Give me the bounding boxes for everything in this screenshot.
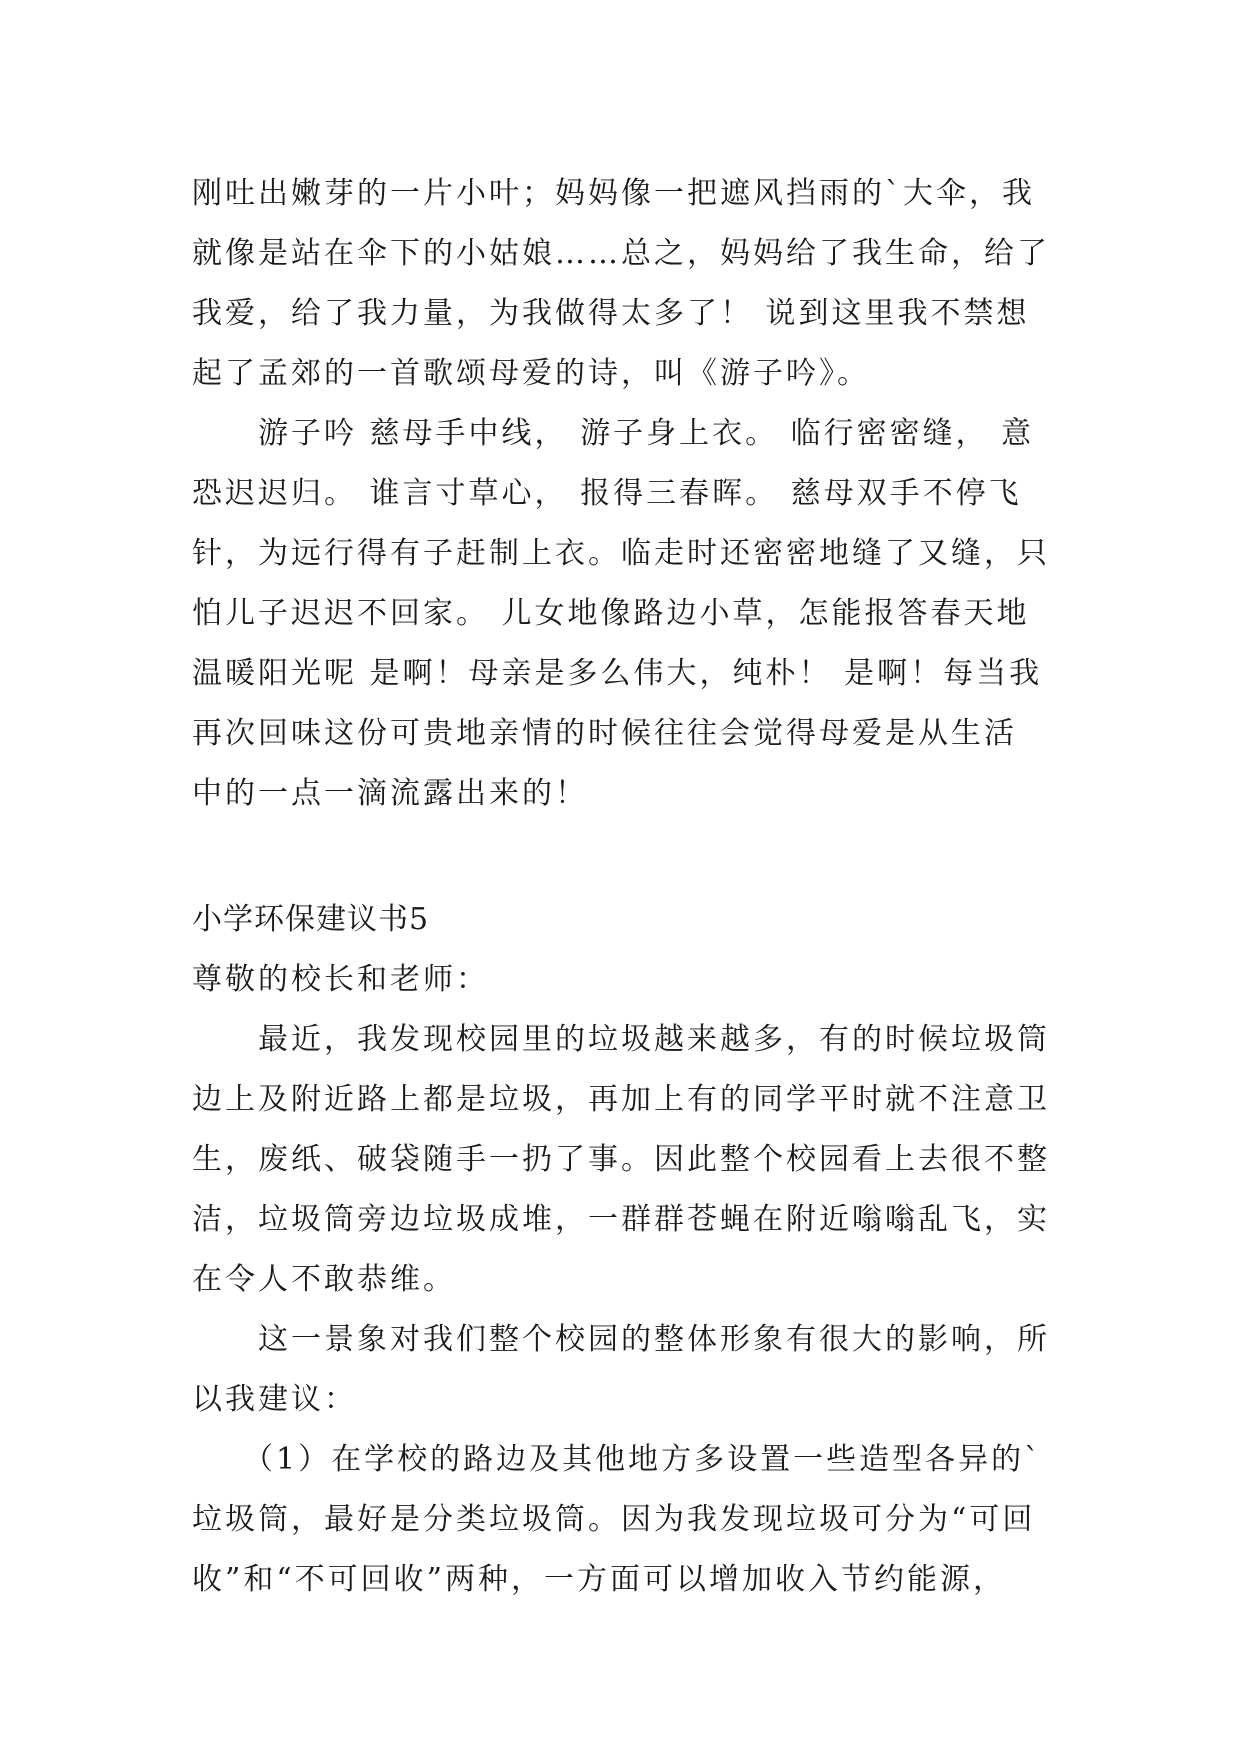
text-line: 就像是站在伞下的小姑娘……总之，妈妈给了我生命，给了 (192, 236, 1050, 271)
text-line: 温暖阳光呢 是啊！母亲是多么伟大，纯朴！ 是啊！每当我 (192, 656, 1043, 691)
text-line: 游子吟 慈母手中线， 游子身上衣。 临行密密缝， 意 (192, 416, 1035, 451)
text-line: 生，废纸、破袋随手一扔了事。因此整个校园看上去很不整 (192, 1142, 1050, 1177)
text-line: 垃圾筒，最好是分类垃圾筒。因为我发现垃圾可分为“可回 (192, 1502, 1036, 1537)
text-line: 我爱，给了我力量，为我做得太多了！ 说到这里我不禁想 (192, 296, 1030, 331)
text-line: 恐迟迟归。 谁言寸草心， 报得三春晖。 慈母双手不停飞 (192, 476, 1022, 511)
text-line: （1）在学校的路边及其他地方多设置一些造型各异的` (192, 1442, 1043, 1477)
text-line: 以我建议： (192, 1382, 357, 1417)
section-spacer (192, 824, 1052, 890)
text-line: 这一景象对我们整个校园的整体形象有很大的影响，所 (192, 1322, 1050, 1357)
text-line: 刚吐出嫩芽的一片小叶；妈妈像一把遮风挡雨的`大伞，我 (192, 176, 1035, 211)
text-line: 在令人不敢恭维。 (192, 1262, 456, 1297)
text-line: 中的一点一滴流露出来的！ (192, 776, 588, 811)
text-line: 边上及附近路上都是垃圾，再加上有的同学平时就不注意卫 (192, 1082, 1050, 1117)
text-line: 怕儿子迟迟不回家。 儿女地像路边小草，怎能报答春天地 (192, 596, 1030, 631)
text-line: 再次回味这份可贵地亲情的时候往往会觉得母爱是从生活 (192, 716, 1017, 751)
salutation: 尊敬的校长和老师： (192, 962, 489, 997)
proposal-section (192, 890, 1052, 1610)
text-line: 起了孟郊的一首歌颂母爱的诗，叫《游子吟》。 (192, 356, 870, 391)
section-title: 小学环保建议书5 (192, 902, 430, 937)
text-line: 洁，垃圾筒旁边垃圾成堆，一群群苍蝇在附近嗡嗡乱飞，实 (192, 1202, 1050, 1237)
document-body (192, 164, 1052, 1610)
poem-essay-section (192, 164, 1052, 824)
text-line: 收”和“不可回收”两种，一方面可以增加收入节约能源， (192, 1562, 1007, 1597)
text-line: 针，为远行得有子赶制上衣。临走时还密密地缝了又缝，只 (192, 536, 1050, 571)
text-line: 最近，我发现校园里的垃圾越来越多，有的时候垃圾筒 (192, 1022, 1050, 1057)
